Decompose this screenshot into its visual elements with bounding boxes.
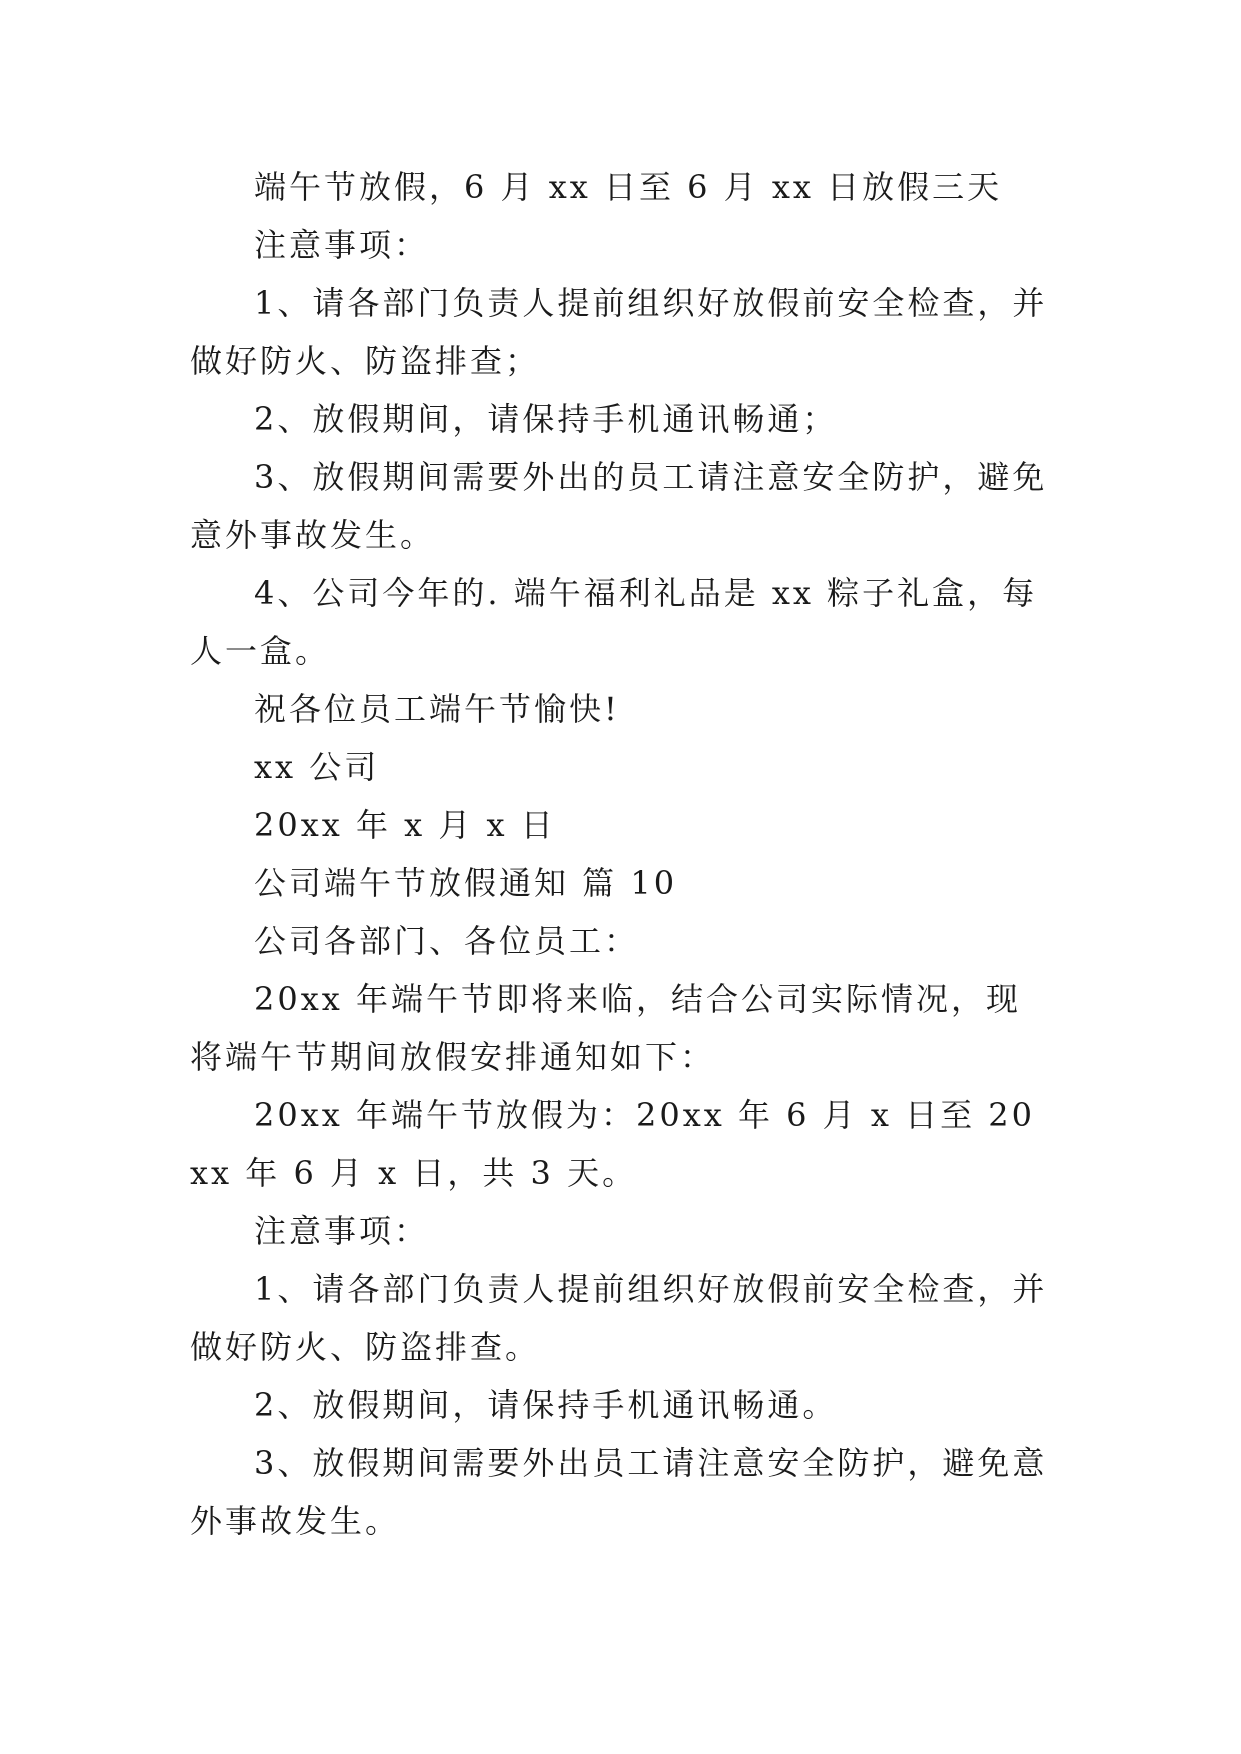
paragraph-notes-heading-2: 注意事项：	[254, 1212, 430, 1250]
paragraph-note-4: 4、公司今年的. 端午福利礼品是 xx 粽子礼盒，每人一盒。	[190, 574, 1038, 670]
paragraph-greeting: 祝各位员工端午节愉快!	[254, 690, 620, 728]
paragraph-section-title: 公司端午节放假通知 篇 10	[254, 864, 678, 902]
paragraph-note-2-b: 2、放假期间，请保持手机通讯畅通。	[254, 1386, 838, 1424]
paragraph-note-1: 1、请各部门负责人提前组织好放假前安全检查，并做好防火、防盗排查；	[190, 284, 1048, 380]
paragraph-salutation: 公司各部门、各位员工：	[254, 922, 640, 960]
paragraph-holiday-period: 20xx 年端午节放假为：20xx 年 6 月 x 日至 20xx 年 6 月 x 日，共 3 天。	[190, 1096, 1035, 1192]
paragraph-note-3: 3、放假期间需要外出的员工请注意安全防护，避免意外事故发生。	[190, 458, 1048, 554]
paragraph-note-3-b: 3、放假期间需要外出员工请注意安全防护，避免意外事故发生。	[190, 1444, 1048, 1540]
paragraph-date: 20xx 年 x 月 x 日	[254, 806, 556, 844]
document-body	[190, 158, 1050, 1550]
paragraph-notes-heading: 注意事项：	[254, 226, 430, 264]
paragraph-note-2: 2、放假期间，请保持手机通讯畅通；	[254, 400, 838, 438]
paragraph-note-1-b: 1、请各部门负责人提前组织好放假前安全检查，并做好防火、防盗排查。	[190, 1270, 1048, 1366]
paragraph-company-signature: xx 公司	[254, 748, 380, 786]
paragraph-holiday-dates: 端午节放假，6 月 xx 日至 6 月 xx 日放假三天	[254, 168, 1003, 206]
paragraph-intro: 20xx 年端午节即将来临，结合公司实际情况，现将端午节期间放假安排通知如下：	[190, 980, 1021, 1076]
